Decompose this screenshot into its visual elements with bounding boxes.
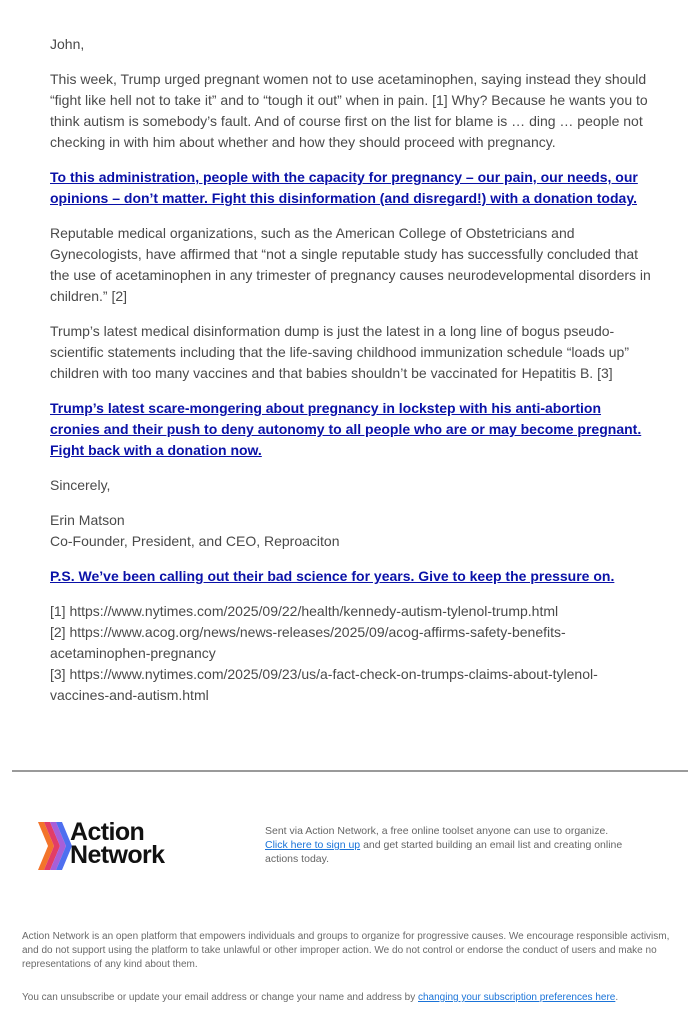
reference-2: [2] https://www.acog.org/news/news-releases/2025/09/acog-affirms-safety-benefits-acetaminophen-pregnancy [50,624,566,661]
unsubscribe-period: . [615,992,619,1003]
reference-3: [3] https://www.nytimes.com/2025/09/23/us/a-fact-check-on-trumps-claims-about-tylenol-vaccines-and-autism.html [50,666,598,703]
donate-link-2[interactable]: Trump’s latest scare-mongering about pregnancy in lockstep with his anti-abortion cronies and their push to deny autonomy to all people who are or may become pregnant. Fight back with a donation now. [50,400,642,458]
paragraph-2: Reputable medical organizations, such as the American College of Obstetricians and Gynecologists, have affirmed that “not a single reputable study has successfully concluded that the use of acetaminophen in any trimester of pregnancy causes neurodevelopmental disorders in children.” [2] [50,225,651,304]
unsubscribe-text: You can unsubscribe or update your email address or change your name and address by [22,992,416,1003]
sent-via-line: Sent via Action Network, a free online toolset anyone can use to organize. [265,825,609,837]
donate-link-1[interactable]: To this administration, people with the capacity for pregnancy – our pain, our needs, our opinions – don’t matter. Fight this disinformation (and disregard!) with a donation today. [50,169,638,206]
ps-donate-link[interactable]: P.S. We’ve been calling out their bad science for years. Give to keep the pressure on. [50,568,615,584]
chevrons-logo-icon [38,820,72,872]
action-network-logo [38,820,198,872]
email-body [50,34,654,706]
reference-1: [1] https://www.nytimes.com/2025/09/22/health/kennedy-autism-tylenol-trump.html [50,603,559,619]
unsubscribe-line [22,991,682,1005]
subscription-preferences-link[interactable]: changing your subscription preferences here [418,992,616,1003]
disclaimer: Action Network is an open platform that empowers individuals and groups to organize for progressive causes. We encourage responsible activism, and do not support using the platform to take unlawful or other improper action. We do not control or endorse the conduct of users and make no representations of any kind about them. [22,931,670,970]
paragraph-1: This week, Trump urged pregnant women not to use acetaminophen, saying instead they should “fight like hell not to take it” and to “tough it out” when in pain. [1] Why? Because he wants you to think autism is somebody’s fault. And of course first on the list for blame is … ding … people not checking in with him about whether and how they should proceed with pregnancy. [50,71,648,150]
logo-line-2: Network [70,841,165,869]
signer-name: Erin Matson [50,512,125,528]
footer-divider [12,770,688,772]
signer-title: Co-Founder, President, and CEO, Reproaciton [50,533,340,549]
greeting: John, [50,36,85,52]
sent-via-text [265,824,635,866]
closing: Sincerely, [50,477,111,493]
logo-line-1: Action [70,818,145,846]
signup-link[interactable]: Click here to sign up [265,839,361,851]
paragraph-3: Trump’s latest medical disinformation dump is just the latest in a long line of bogus pseudo-scientific statements including that the life-saving childhood immunization schedule “loads up” children with too many vaccines and that babies shouldn’t be vaccinated for Hepatitis B. [3] [50,323,629,381]
signup-rest: and get started building an email list and creating online actions today. [265,839,623,865]
logo-wordmark [70,818,165,869]
